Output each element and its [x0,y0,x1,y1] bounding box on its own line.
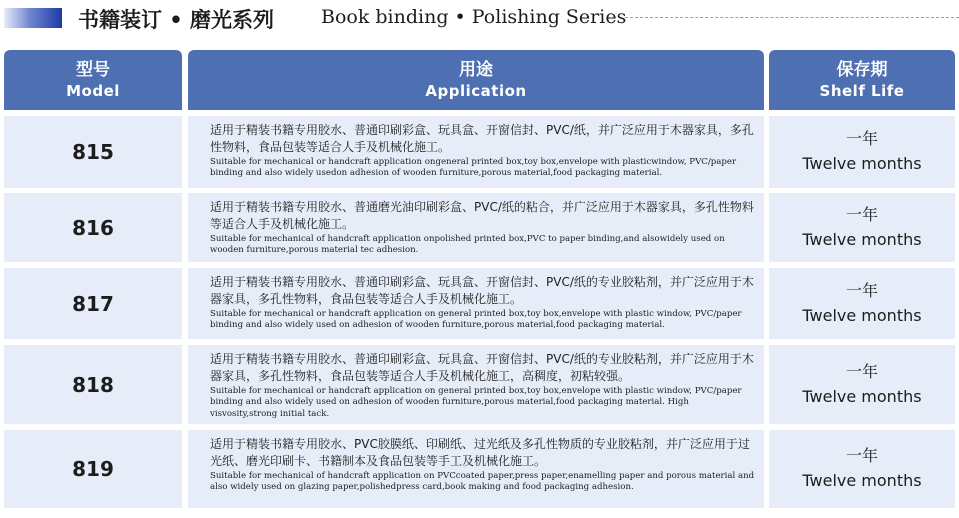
row-model-cell [4,345,182,424]
application-cn: 适用于精装书籍专用胶水、普通磨光油印刷彩盒、PVC/纸的粘合，并广泛应用于木器家具，多孔性物料等适合人手及机械化施工。 [210,200,754,231]
row-shelf-life-cell [769,116,955,188]
shelf-life-en: Twelve months [802,229,922,249]
row-model-cell [4,116,182,188]
application-cn: 适用于精装书籍专用胶水、普通印刷彩盒、玩具盒、开窗信封、PVC/纸的专业胶粘剂，并广泛应用于木器家具，多孔性物料，食品包装等适合人手及机械化施工，高稠度，初粘较强。 [210,352,754,383]
title-english: Book binding • Polishing Series [321,6,627,28]
application-cn: 适用于精装书籍专用胶水、PVC胶膜纸、印刷纸、过光纸及多孔性物质的专业胶粘剂，并广泛应用于过光纸、磨光印刷卡、书籍制本及食品包装等手工及机械化施工。 [210,437,750,468]
application-en: Suitable for mechanical or handcraft application ongeneral printed box,toy box,envelope with plasticwindow, PVC/paper binding and also widely usedon adhesion of wooden furniture,porous material,food packaging material. [210,157,737,179]
application-en: Suitable for mechanical or handcraft application on general printed box,toy box,envelope with plastic window, PVC/paper binding and also widely used on adhesion of wooden furniture,porous material,food packaging material. [210,309,742,331]
header-application-en: Application [425,82,527,100]
row-model-cell [4,430,182,508]
model-number: 819 [72,457,114,481]
shelf-life-en: Twelve months [802,305,922,325]
shelf-life-cn: 一年 [845,361,878,381]
model-number: 815 [72,140,114,164]
row-application-cell [188,268,764,339]
application-en: Suitable for mechanical or handcraft application on general printed box,toy box,envelope with plastic window, PVC/paper binding and also widely used on adhesion of wooden furniture,porous material,food packaging material. High visvosity,strong initial tack. [210,386,742,419]
row-shelf-life-cell [769,268,955,339]
row-application-cell [188,430,764,508]
header-model-cn: 型号 [76,60,110,80]
header-shelf-life-cn: 保存期 [836,60,888,80]
model-number: 818 [72,372,114,397]
header-model [4,50,182,110]
row-application-cell [188,345,764,424]
title-bar [0,0,959,38]
application-en: Suitable for mechanical of handcraft application on PVCcoated paper,press paper,enamelling paper and porous material and also widely used on glazing paper,polishedpress card,book making and food packaging adhesion. [210,471,755,493]
row-application-cell [188,116,764,188]
row-model-cell [4,193,182,262]
row-application-cell [188,193,764,262]
header-model-en: Model [66,82,120,100]
application-en: Suitable for mechanical of handcraft application onpolished printed box,PVC to paper binding,and alsowidely used on wooden furniture,porous material tec adhesion. [210,234,725,256]
shelf-life-en: Twelve months [802,386,922,406]
shelf-life-en: Twelve months [802,471,922,490]
shelf-life-en: Twelve months [802,154,922,173]
header-shelf-life [769,50,955,110]
title-dashed-rule [625,17,959,18]
shelf-life-cn: 一年 [845,446,878,465]
header-shelf-life-en: Shelf Life [819,82,905,100]
header-application [188,50,764,110]
shelf-life-cn: 一年 [845,129,878,148]
title-gradient-block [4,8,62,28]
model-number: 817 [72,291,114,316]
title-chinese: 书籍装订 • 磨光系列 [78,8,275,32]
shelf-life-cn: 一年 [845,280,878,300]
application-cn: 适用于精装书籍专用胶水、普通印刷彩盒、玩具盒、开窗信封、PVC/纸的专业胶粘剂，并广泛应用于木器家具，多孔性物料，食品包装等适合人手及机械化施工。 [210,275,754,306]
row-shelf-life-cell [769,345,955,424]
row-model-cell [4,268,182,339]
header-application-cn: 用途 [459,60,493,80]
row-shelf-life-cell [769,193,955,262]
row-shelf-life-cell [769,430,955,508]
model-number: 816 [72,215,114,240]
shelf-life-cn: 一年 [845,204,878,224]
application-cn: 适用于精装书籍专用胶水、普通印刷彩盒、玩具盒、开窗信封、PVC/纸，并广泛应用于木器家具，多孔性物料，食品包装等适合人手及机械化施工。 [210,123,754,154]
